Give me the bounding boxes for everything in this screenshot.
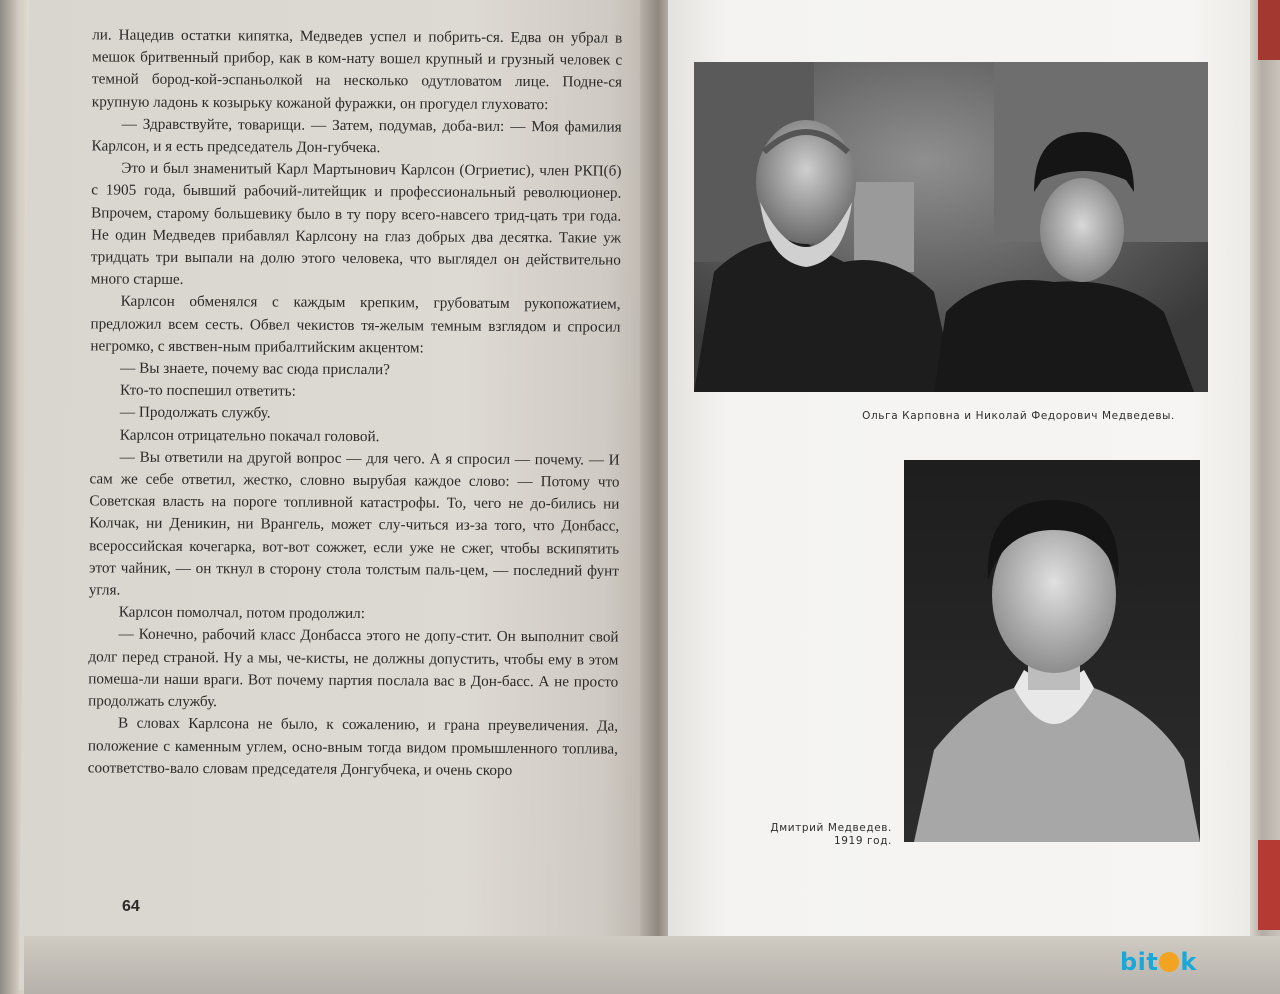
caption-year: 1919 год. [834,835,892,847]
photo-caption-couple: Ольга Карповна и Николай Федорович Медведевы. [862,410,1175,422]
watermark-o-badge [1159,952,1179,972]
left-page-text [88,24,623,782]
photo-young-man [904,460,1200,842]
paragraph: В словах Карлсона не было, к сожалению, и грана преувеличения. Да, положение с каменным углем, осно-вным тогда видом промышленного топлива, соответство-вало словам председателя Донгубчека, и очень скоро [87,714,619,779]
site-watermark-logo [1120,948,1197,976]
book-cover-edge [1250,0,1280,994]
paragraph: — Конечно, рабочий класс Донбасса этого не допу-стит. Он выполнит свой долг перед страной. Ну а мы, че-кисты, не должны допустить, чтобы ему в этом помеша-ли наши враги. Вот почему партия послала вас в Дон-басс. А не просто продолжать службу. [88,626,619,711]
paragraph: Кто-то поспешил ответить: [120,381,296,400]
watermark-text-end: k [1180,948,1197,976]
caption-name: Дмитрий Медведев. [770,822,892,834]
paragraph: Это и был знаменитый Карл Мартынович Карлсон (Огриетис), член РКП(б) с 1905 года, бывший рабочий-литейщик и профессиональный революционер. Впрочем, старому большевику было в ту пору всего-навсего трид-цать три года. Не один Медведев прибавлял Карлсону на глаз добрых два десятка. Такие уж тридцать три выпали на долю этого человека, что выглядел он действительно много старше. [90,159,622,289]
paragraph: — Здравствуйте, товарищи. — Затем, подумав, доба-вил: — Моя фамилия Карлсон, и я есть председатель Дон-губчека. [91,115,622,157]
paragraph: Карлсон отрицательно покачал головой. [119,426,380,445]
paragraph: — Вы ответили на другой вопрос — для чего. А я спросил — почему. — И сам же себе ответил, жестко, словно вырубая каждое слово: — Потому что Советская власть на пороге топливной катастрофы. То, чего не до-бились ни Колчак, ни Деникин, ни Врангель, может слу-читься из-за того, что Донбасс, всероссийская кочегарка, вот-вот сожжет, если уже не сжег, чтобы вскипятить этот чайник, — он ткнул в сторону стола толстым паль-цем, — последний фунт угля. [88,448,620,599]
photo-caption-young-man [750,822,892,848]
page-number: 64 [122,898,140,915]
paragraph: — Продолжать службу. [119,404,271,422]
table-surface [24,936,1280,994]
paragraph: Карлсон обменялся с каждым крепким, грубоватым рукопожатием, предложил всем сесть. Обвел чекистов тя-желым темным взглядом и спросил негромко, с явствен-ным прибалтийским акцентом: [90,293,621,357]
paragraph: Карлсон помолчал, потом продолжил: [118,603,366,623]
paragraph: ли. Нацедив остатки кипятка, Медведев успел и побрить-ся. Едва он убрал в мешок бритвенный прибор, как в ком-нату вошел крупный и грузный человек с темной бород-кой-эспаньолкой на несколько одутловатом лице. Подне-ся крупную ладонь к козырьку кожаной фуражки, он прогудел глуховато: [91,26,623,113]
watermark-text-start: bit [1120,948,1159,976]
paragraph: — Вы знаете, почему вас сюда прислали? [120,359,390,379]
photo-elderly-couple [694,62,1208,392]
